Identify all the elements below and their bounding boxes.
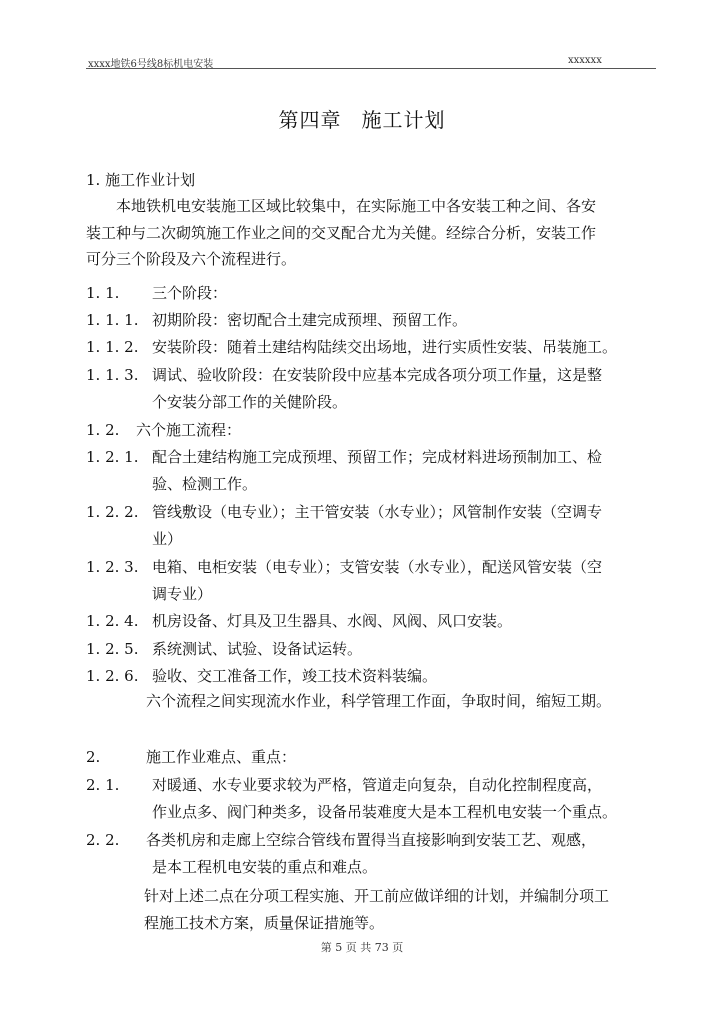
item-text: 验收、交工准备工作，竣工技术资料装编。	[152, 667, 438, 685]
item-text: 管线敷设（电专业）；主干管安装（水专业）；风管制作安装（空调专	[152, 503, 603, 521]
item-number: 1. 2. 6.	[86, 667, 139, 685]
chapter-title	[0, 104, 724, 133]
item-text: 机房设备、灯具及卫生器具、水阀、风阀、风口安装。	[152, 612, 513, 630]
item-number: 1. 1. 3.	[86, 366, 139, 384]
intro-line: 可分三个阶段及六个流程进行。	[86, 250, 297, 268]
item-number: 1. 2. 2.	[86, 503, 139, 521]
section-2-closing-line: 针对上述二点在分项工程实施、开工前应做详细的计划，并编制分项工	[144, 887, 610, 905]
item-text: 六个施工流程：	[136, 421, 242, 439]
item-text: 安装阶段：随着土建结构陆续交出场地，进行实质性安装、吊装施工。	[152, 338, 618, 356]
section-1-intro	[86, 193, 656, 273]
item-number: 1. 2. 3.	[86, 558, 139, 576]
item-text: 个安装分部工作的关健阶段。	[152, 393, 348, 411]
item-number: 2. 2.	[86, 831, 120, 849]
header-rule	[86, 68, 656, 69]
item-number: 1. 1.	[86, 284, 120, 302]
intro-line: 本地铁机电安装施工区域比较集中，在实际施工中各安装工种之间、各安	[116, 197, 597, 215]
item-text: 验、检测工作。	[152, 475, 258, 493]
item-text: 调试、验收阶段：在安装阶段中应基本完成各项分项工作量，这是整	[152, 366, 603, 384]
item-text: 三个阶段：	[152, 284, 228, 302]
header-right: xxxxxx	[568, 55, 602, 66]
item-text: 初期阶段：密切配合土建完成预埋、预留工作。	[152, 311, 468, 329]
intro-line: 装工种与二次砌筑施工作业之间的交叉配合尤为关健。经综合分析，安装工作	[86, 223, 597, 242]
section-2-number: 2.	[86, 748, 101, 766]
section-2-closing-line: 程施工技术方案，质量保证措施等。	[144, 914, 385, 932]
item-text: 配合土建结构施工完成预埋、预留工作；完成材料进场预制加工、检	[152, 448, 603, 466]
section-1-heading: 1. 施工作业计划	[86, 171, 196, 189]
item-number: 1. 1. 2.	[86, 338, 139, 356]
section-1-closing: 六个流程之间实现流水作业，科学管理工作面，争取时间，缩短工期。	[146, 692, 612, 710]
chapter-name: 施工计划	[361, 108, 446, 132]
item-number: 1. 2. 1.	[86, 448, 139, 466]
item-text: 业）	[152, 530, 183, 548]
item-text: 调专业）	[152, 585, 213, 603]
item-number: 1. 2.	[86, 421, 120, 439]
header-left: xxxx地铁6号线8标机电安装	[88, 59, 214, 70]
chapter-number: 第四章	[278, 108, 342, 132]
item-text: 系统测试、试验、设备试运转。	[152, 640, 363, 658]
item-text: 是本工程机电安装的重点和难点。	[152, 858, 378, 876]
item-text: 各类机房和走廊上空综合管线布置得当直接影响到安装工艺、观感，	[146, 831, 597, 849]
page-footer: 第 5 页 共 73 页	[320, 941, 404, 954]
section-2-title: 施工作业难点、重点：	[146, 748, 297, 766]
item-text: 作业点多、阀门种类多，设备吊装难度大是本工程机电安装一个重点。	[152, 803, 618, 821]
item-text: 对暖通、水专业要求较为严格，管道走向复杂，自动化控制程度高，	[152, 776, 603, 794]
item-number: 2. 1.	[86, 776, 120, 794]
item-number: 1. 2. 4.	[86, 612, 139, 630]
item-number: 1. 1. 1.	[86, 311, 139, 329]
item-text: 电箱、电柜安装（电专业）；支管安装（水专业），配送风管安装（空	[152, 558, 603, 576]
item-number: 1. 2. 5.	[86, 640, 139, 658]
